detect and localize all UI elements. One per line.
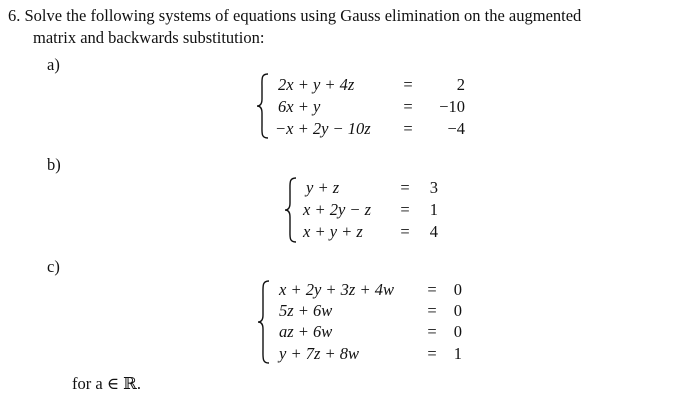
part-c-eq-1-rel: = (427, 280, 437, 299)
part-a-eq-3-rhs: −4 (447, 119, 465, 138)
part-c-label: c) (47, 257, 60, 276)
part-c-eq-2-rel: = (427, 301, 437, 320)
part-a-eq-1-lhs: 2x + y + 4z (278, 75, 355, 94)
part-a-eq-2-rhs: −10 (439, 97, 465, 116)
problem-number: 6. (8, 6, 21, 25)
part-b-eq-2-rel: = (400, 200, 410, 219)
part-a-eq-2-rel: = (403, 97, 413, 116)
part-b-eq-3-lhs: x + y + z (303, 222, 363, 241)
part-c-eq-3-rhs: 0 (453, 322, 462, 341)
part-c-eq-1-rhs: 0 (453, 280, 462, 299)
part-c-eq-1-lhs: x + 2y + 3z + 4w (279, 280, 394, 299)
part-b-label: b) (47, 155, 61, 174)
part-b-eq-1-rel: = (400, 178, 410, 197)
part-c-eq-2-rhs: 0 (453, 301, 462, 320)
part-b-eq-1-rhs: 3 (429, 178, 438, 197)
part-b-eq-2-rhs: 1 (429, 200, 438, 219)
part-b-eq-3-rhs: 4 (429, 222, 438, 241)
part-c-eq-2-lhs: 5z + 6w (279, 301, 333, 320)
part-c-eq-3-rel: = (427, 322, 437, 341)
part-a-eq-2-lhs: 6x + y (278, 97, 321, 116)
part-a-eq-3-lhs: −x + 2y − 10z (275, 119, 371, 138)
part-b-eq-2-lhs: x + 2y − z (303, 200, 372, 219)
part-b-eq-1-lhs: y + z (306, 178, 340, 197)
part-a-brace (255, 73, 271, 139)
part-a-eq-1-rel: = (403, 75, 413, 94)
part-c-eq-4-rhs: 1 (453, 344, 462, 363)
problem-line-1 (8, 5, 581, 27)
part-a-eq-1-rhs: 2 (456, 75, 465, 94)
part-c-eq-4-lhs: y + 7z + 8w (279, 344, 360, 363)
part-a-label: a) (47, 55, 60, 74)
part-a-eq-3-rel: = (403, 119, 413, 138)
problem-text-line-2: matrix and backwards substitution: (33, 28, 265, 47)
part-b-eq-3-rel: = (400, 222, 410, 241)
part-b-brace (283, 177, 299, 243)
part-c-eq-3-lhs: az + 6w (279, 322, 333, 341)
part-c-eq-4-rel: = (427, 344, 437, 363)
part-c-brace (256, 280, 272, 364)
footer-note: for a ∈ ℝ. (72, 374, 141, 393)
problem-text-line-1: Solve the following systems of equations using Gauss elimination on the augmented (24, 6, 582, 25)
